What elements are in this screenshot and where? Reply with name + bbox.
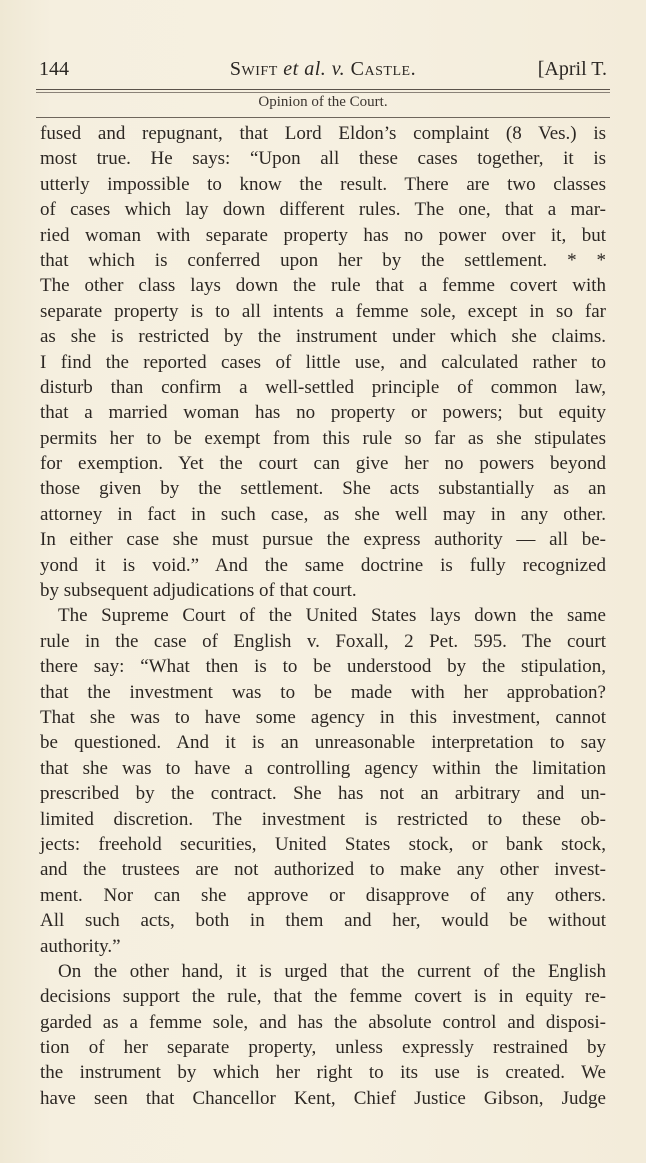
text-line: prescribed by the contract. She has not an arbitrary and un-	[40, 783, 606, 805]
text-line: limited discretion. The investment is restricted to these ob-	[40, 808, 606, 830]
running-title-post: Castle.	[350, 58, 417, 80]
running-title-etal: et al.	[283, 58, 327, 80]
text-line: authority.”	[40, 935, 121, 957]
text-line: yond it is void.” And the same doctrine is fully recognized	[40, 554, 606, 576]
text-line: garded as a femme sole, and has the absolute control and disposi-	[40, 1011, 606, 1033]
running-header	[39, 58, 607, 88]
text-line: tion of her separate property, unless expressly restrained by	[40, 1037, 606, 1059]
text-line: of cases which lay down different rules. The one, that a mar-	[40, 199, 606, 221]
running-title-pre: Swift	[229, 58, 278, 80]
text-line: ment. Nor can she approve or disapprove of any others.	[40, 884, 606, 906]
text-line: by subsequent adjudications of that court.	[40, 580, 357, 602]
subheading: Opinion of the Court.	[258, 94, 388, 110]
text-line: decisions support the rule, that the femme covert is in equity re-	[40, 986, 606, 1008]
page-number: 144	[39, 58, 69, 80]
body-text	[40, 121, 606, 1111]
text-line: That she was to have some agency in this investment, cannot	[40, 706, 606, 728]
text-line: separate property is to all intents a femme sole, except in so far	[40, 300, 606, 322]
text-line: there say: “What then is to be understood by the stipulation,	[40, 656, 606, 678]
text-line: jects: freehold securities, United States stock, or bank stock,	[40, 833, 606, 855]
text-line: All such acts, both in them and her, would be without	[40, 910, 606, 932]
text-line: that the investment was to be made with her approbation?	[40, 681, 606, 703]
text-line: The other class lays down the rule that a femme covert with	[40, 275, 606, 297]
text-line: that a married woman has no property or powers; but equity	[40, 402, 606, 424]
text-line: as she is restricted by the instrument under which she claims.	[40, 326, 606, 348]
text-line: the instrument by which her right to its use is created. We	[40, 1062, 606, 1084]
header-rule-secondary	[36, 92, 610, 93]
text-line: those given by the settlement. She acts substantially as an	[40, 478, 606, 500]
running-title-v: v.	[331, 58, 346, 80]
running-title	[39, 58, 607, 81]
text-line: and the trustees are not authorized to make any other invest-	[40, 859, 606, 881]
subheading-rule	[36, 117, 610, 118]
header-rule	[36, 89, 610, 90]
term-label: [April T.	[537, 58, 607, 80]
text-line: I find the reported cases of little use, and calculated rather to	[40, 351, 606, 373]
text-line: The Supreme Court of the United States lays down the same	[58, 605, 606, 627]
text-line: attorney in fact in such case, as she well may in any other.	[40, 503, 606, 525]
text-line: for exemption. Yet the court can give her no powers beyond	[40, 453, 606, 475]
text-line: On the other hand, it is urged that the current of the English	[58, 960, 606, 982]
text-line: be questioned. And it is an unreasonable interpretation to say	[40, 732, 606, 754]
text-line: have seen that Chancellor Kent, Chief Justice Gibson, Judge	[40, 1087, 606, 1109]
text-line: most true. He says: “Upon all these cases together, it is	[40, 148, 606, 170]
text-line: fused and repugnant, that Lord Eldon’s complaint (8 Ves.) is	[40, 123, 606, 144]
text-line: disturb than confirm a well-settled principle of common law,	[40, 376, 606, 398]
text-line: In either case she must pursue the express authority — all be-	[40, 529, 606, 551]
text-line: that which is conferred upon her by the settlement. * *	[40, 249, 606, 271]
text-line: permits her to be exempt from this rule so far as she stipulates	[40, 427, 606, 449]
text-line: rule in the case of English v. Foxall, 2 Pet. 595. The court	[40, 630, 606, 652]
text-line: utterly impossible to know the result. There are two classes	[40, 173, 606, 195]
text-line: that she was to have a controlling agency within the limitation	[40, 757, 606, 779]
text-line: ried woman with separate property has no power over it, but	[40, 224, 606, 246]
